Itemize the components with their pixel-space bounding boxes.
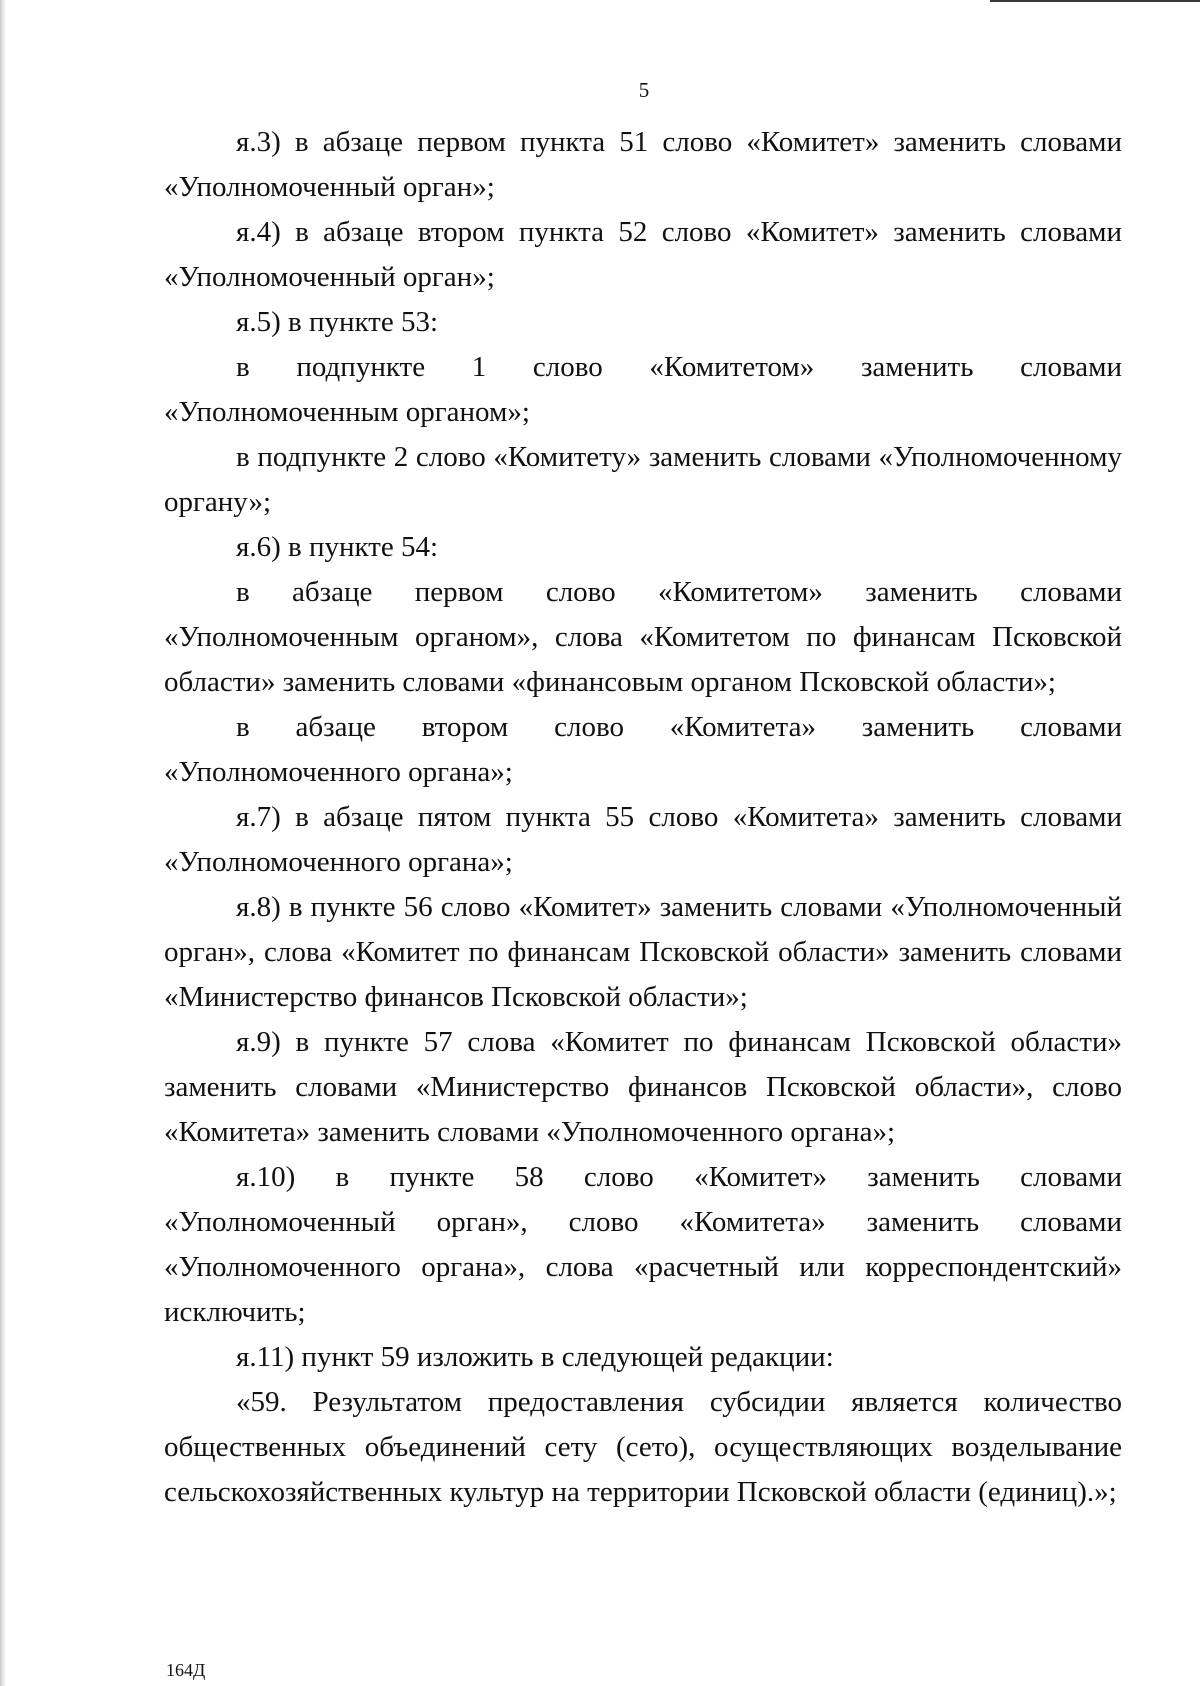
paragraph-6: я.6) в пункте 54:	[236, 531, 439, 563]
document-body	[164, 120, 1122, 1515]
paragraph-10: я.8) в пункте 56 слово «Комитет» заменить словами «Уполномоченный орган», слова «Комитет по финансам Псковской области» заменить словами «Министерство финансов Псковской области»;	[164, 891, 1122, 1013]
page-number: 5	[638, 78, 650, 102]
paragraph-13: я.11) пункт 59 изложить в следующей редакции:	[236, 1341, 834, 1373]
paragraph-11: я.9) в пункте 57 слова «Комитет по финансам Псковской области» заменить словами «Министерство финансов Псковской области», слово «Комитета» заменить словами «Уполномоченного органа»;	[164, 1026, 1122, 1148]
footer-code: 164Д	[166, 1660, 206, 1680]
paragraph-1: я.3) в абзаце первом пункта 51 слово «Комитет» заменить словами «Уполномоченный орган»;	[164, 126, 1122, 203]
scan-edge-top	[990, 0, 1200, 2]
paragraph-12: я.10) в пункте 58 слово «Комитет» заменить словами «Уполномоченный орган», слово «Комитета» заменить словами «Уполномоченного органа», слова «расчетный или корреспондентский» исключить;	[164, 1161, 1122, 1328]
paragraph-9: я.7) в абзаце пятом пункта 55 слово «Комитета» заменить словами «Уполномоченного органа»;	[164, 801, 1122, 878]
paragraph-3: я.5) в пункте 53:	[236, 306, 439, 338]
paragraph-5: в подпункте 2 слово «Комитету» заменить словами «Уполномоченному органу»;	[164, 441, 1122, 518]
paragraph-7: в абзаце первом слово «Комитетом» заменить словами «Уполномоченным органом», слова «Комитетом по финансам Псковской области» заменить словами «финансовым органом Псковской области»;	[164, 576, 1122, 698]
paragraph-8: в абзаце втором слово «Комитета» заменить словами «Уполномоченного органа»;	[164, 711, 1122, 788]
paragraph-14: «59. Результатом предоставления субсидии является количество общественных объединений сету (сето), осуществляющих возделывание сельскохозяйственных культур на территории Псковской области (единиц).»;	[164, 1386, 1122, 1508]
paragraph-2: я.4) в абзаце втором пункта 52 слово «Комитет» заменить словами «Уполномоченный орган»;	[164, 216, 1122, 293]
paragraph-4: в подпункте 1 слово «Комитетом» заменить словами «Уполномоченным органом»;	[164, 351, 1122, 428]
scan-edge-left	[0, 0, 6, 1686]
